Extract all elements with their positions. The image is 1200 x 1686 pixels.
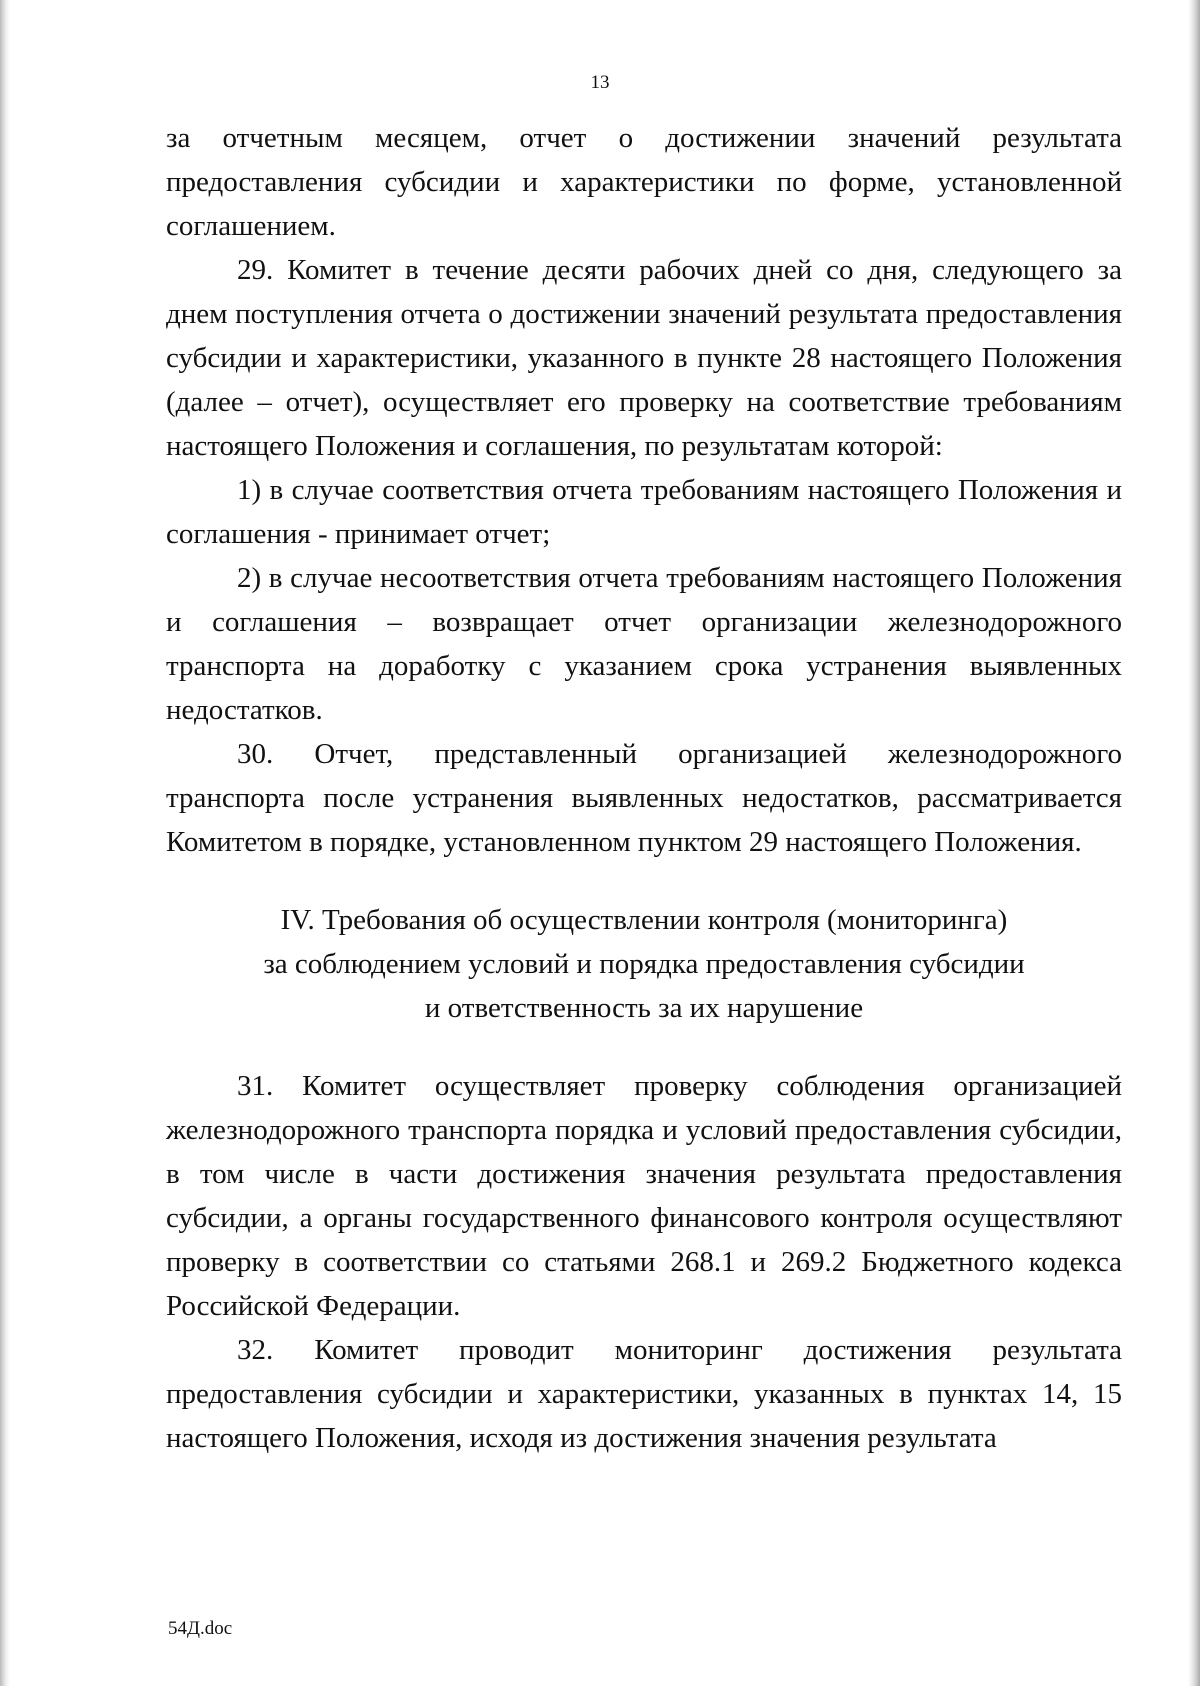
paragraph-29: 29. Комитет в течение десяти рабочих дней со дня, следующего за днем поступления отчета о достижении значений результата предоставления субсидии и характеристики, указанного в пункте 28 настоящего Положения (далее – отчет), осуществляет его проверку на соответствие требованиям настоящего Положения и соглашения, по результатам которой: [166, 254, 1122, 462]
section-heading-line-3: и ответственность за их нарушение [424, 992, 864, 1024]
paragraph-31: 31. Комитет осуществляет проверку соблюдения организацией железнодорожного транспорта порядка и условий предоставления субсидии, в том числе в части достижения значения результата предоставления субсидии, а органы государственного финансового контроля осуществляют проверку в соответствии со статьями 268.1 и 269.2 Бюджетного кодекса Российской Федерации. [166, 1070, 1122, 1322]
scan-edge-left [0, 0, 10, 1686]
footer-filename: 54Д.doc [168, 1618, 233, 1639]
paragraph-30: 30. Отчет, представленный организацией железнодорожного транспорта после устранения выявленных недостатков, рассматривается Комитетом в порядке, установленном пунктом 29 настоящего Положения. [166, 738, 1122, 858]
paragraph-29-item-1: 1) в случае соответствия отчета требованиям настоящего Положения и соглашения - принимает отчет; [166, 474, 1122, 550]
section-heading-line-1: IV. Требования об осуществлении контроля (мониторинга) [280, 904, 1008, 936]
page-number: 13 [590, 72, 610, 93]
paragraph-29-item-2: 2) в случае несоответствия отчета требованиям настоящего Положения и соглашения – возвращает отчет организации железнодорожного транспорта на доработку с указанием срока устранения выявленных недостатков. [166, 562, 1122, 726]
scan-edge-right [1188, 0, 1200, 1686]
document-body [166, 116, 1122, 1460]
section-heading-line-2: за соблюдением условий и порядка предоставления субсидии [263, 948, 1025, 980]
paragraph-continued: за отчетным месяцем, отчет о достижении значений результата предоставления субсидии и характеристики по форме, установленной соглашением. [166, 122, 1122, 242]
section-heading [166, 898, 1122, 1030]
paragraph-32: 32. Комитет проводит мониторинг достижения результата предоставления субсидии и характеристики, указанных в пунктах 14, 15 настоящего Положения, исходя из достижения значения результата [166, 1334, 1122, 1454]
